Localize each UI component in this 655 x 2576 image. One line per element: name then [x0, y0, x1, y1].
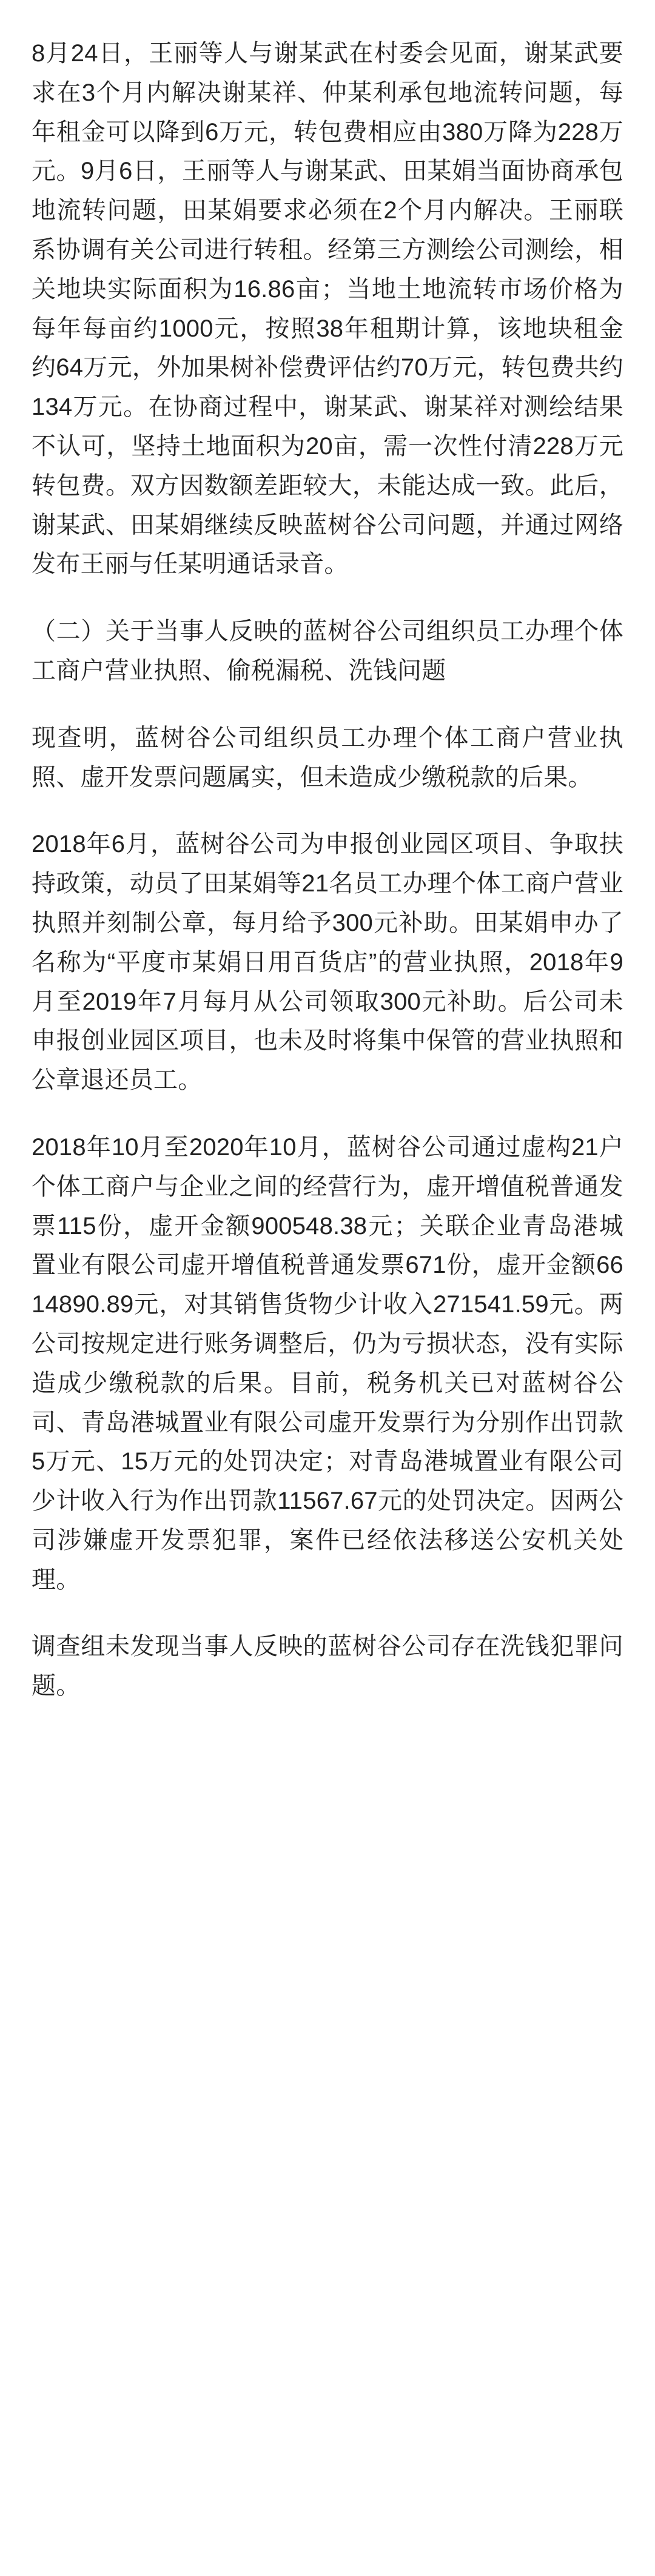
paragraph-body: 现查明，蓝树谷公司组织员工办理个体工商户营业执照、虚开发票问题属实，但未造成少缴税款的后果。 [32, 724, 623, 791]
paragraph-body: 8月24日，王丽等人与谢某武在村委会见面，谢某武要求在3个月内解决谢某祥、仲某利承包地流转问题，每年租金可以降到6万元，转包费相应由380万降为228万元。9月6日，王丽等人与谢某武、田某娟当面协商承包地流转问题，田某娟要求必须在2个月内解决。王丽联系协调有关公司进行转租。经第三方测绘公司测绘，相关地块实际面积为16.86亩；当地土地流转市场价格为每年每亩约1000元，按照38年租期计算，该地块租金约64万元，外加果树补偿费评估约70万元，转包费共约134万元。在协商过程中，谢某武、谢某祥对测绘结果不认可，坚持土地面积为20亩，需一次性付清228万元转包费。双方因数额差距较大，未能达成一致。此后，谢某武、田某娟继续反映蓝树谷公司问题，并通过网络发布王丽与任某明通话录音。 [32, 40, 623, 578]
section-heading: （二）关于当事人反映的蓝树谷公司组织员工办理个体工商户营业执照、偷税漏税、洗钱问题 [32, 618, 623, 684]
paragraph-body: 2018年10月至2020年10月，蓝树谷公司通过虚构21户个体工商户与企业之间的经营行为，虚开增值税普通发票115份，虚开金额900548.38元；关联企业青岛港城置业有限公司虚开增值税普通发票671份，虚开金额6614890.89元，对其销售货物少计收入271541.59元。两公司按规定进行账务调整后，仍为亏损状态，没有实际造成少缴税款的后果。目前，税务机关已对蓝树谷公司、青岛港城置业有限公司虚开发票行为分别作出罚款5万元、15万元的处罚决定；对青岛港城置业有限公司少计收入行为作出罚款11567.67元的处罚决定。因两公司涉嫌虚开发票犯罪，案件已经依法移送公安机关处理。 [32, 1133, 623, 1593]
paragraph-body: 调查组未发现当事人反映的蓝树谷公司存在洗钱犯罪问题。 [32, 1633, 623, 1700]
paragraph-body: 2018年6月，蓝树谷公司为申报创业园区项目、争取扶持政策，动员了田某娟等21名员工办理个体工商户营业执照并刻制公章，每月给予300元补助。田某娟申办了名称为“平度市某娟日用百货店”的营业执照，2018年9月至2019年7月每月从公司领取300元补助。后公司未申报创业园区项目，也未及时将集中保管的营业执照和公章退还员工。 [32, 831, 623, 1094]
